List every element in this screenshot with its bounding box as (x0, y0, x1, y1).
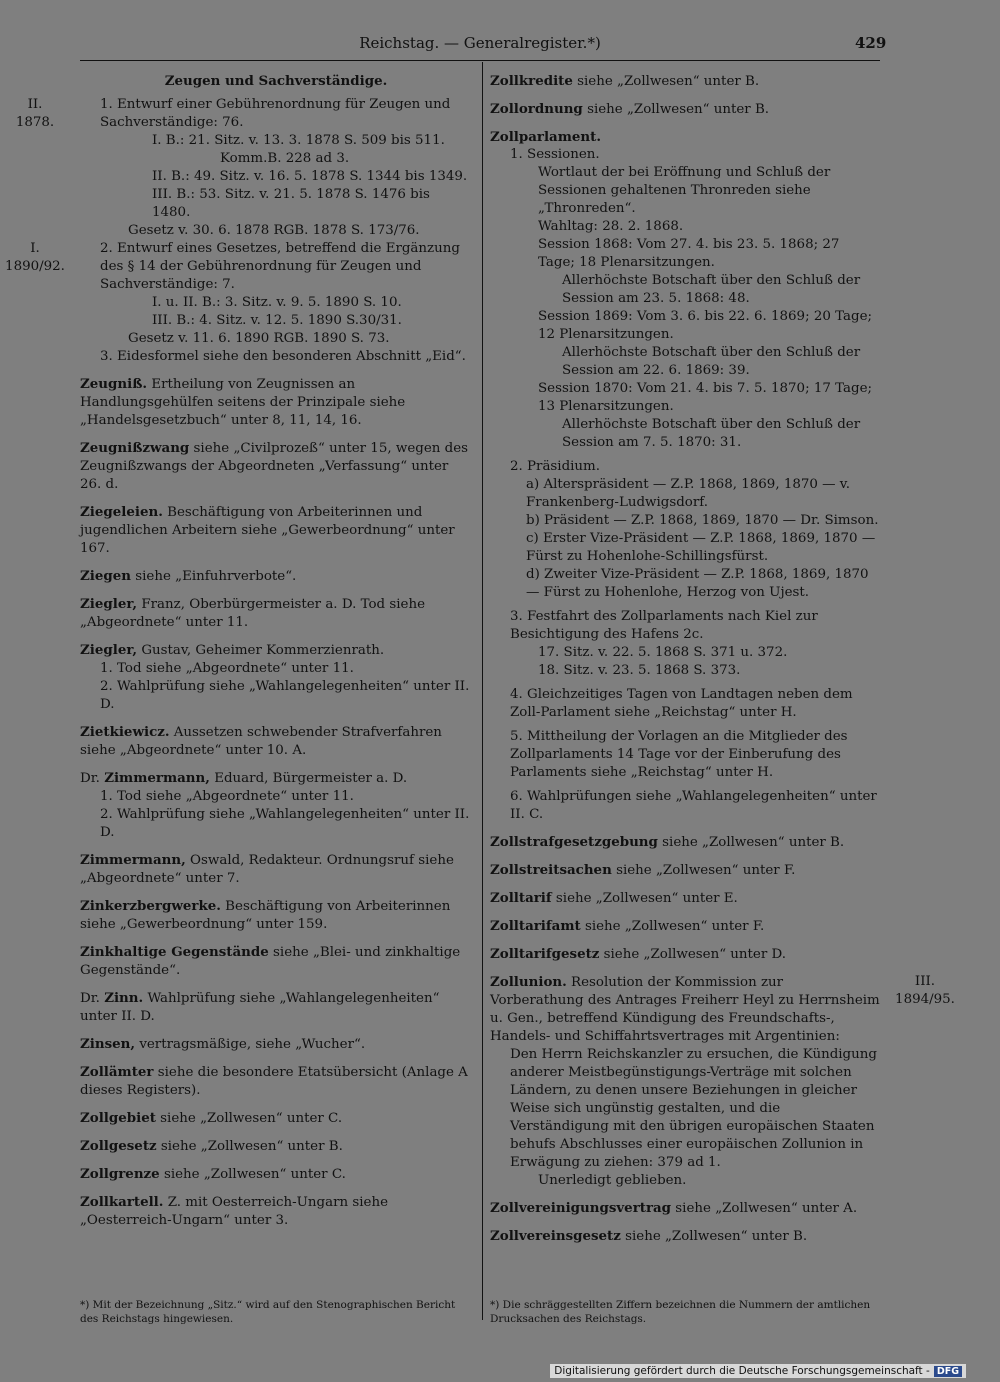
entry-line: 1. Entwurf einer Gebührenordnung für Zeugen und Sachverständige: 76. (100, 97, 451, 130)
entry-zeugen (5, 72, 472, 366)
entry-keyword: Zollvereinigungsvertrag (490, 1200, 672, 1216)
entry-keyword: Zollgesetz (80, 1138, 157, 1154)
entry-text: siehe „Zollwesen“ unter B. (620, 1229, 808, 1244)
entry-keyword: Zollstreitsachen (490, 862, 612, 878)
entry-text: siehe „Zollwesen“ unter F. (611, 863, 796, 878)
entry-line: III. B.: 53. Sitz. v. 21. 5. 1878 S. 1476 bis 1480. (152, 187, 430, 220)
entry-ziegler-gustav (80, 641, 472, 714)
entry-zollgebiet (80, 1109, 472, 1128)
entry-line: Den Herrn Reichskanzler zu ersuchen, die Kündigung anderer Meistbegünstigungs-Verträge mit solchen Ländern, zu denen unsere Beziehungen in gleicher Weise sich ungünstig gestalten, und die Verständigung mit den übrigen europäischen Staaten behufs Abschlusses einer europäischen Zollunion in Erwägung zu ziehen: 379 ad 1. (510, 1047, 877, 1170)
entry-keyword: Zollordnung (490, 101, 583, 117)
entry-zollgrenze (80, 1165, 472, 1184)
entry-keyword: Zinkhaltige Gegenstände (80, 944, 269, 960)
entry-line: Wahltag: 28. 2. 1868. (538, 219, 684, 234)
entry-line: 2. Wahlprüfung siehe „Wahlangelegenheiten“ unter II. D. (100, 679, 470, 712)
entry-keyword: Zimmermann, (104, 770, 210, 786)
entry-zollvereinsgesetz (490, 1227, 880, 1246)
entry-line: Komm.B. 228 ad 3. (220, 151, 350, 166)
entry-line: 1. Tod siehe „Abgeordnete“ unter 11. (100, 661, 354, 676)
entry-text: siehe „Zollwesen“ unter E. (551, 891, 738, 906)
dfg-logo: DFG (934, 1366, 962, 1377)
entry-zollgesetz (80, 1137, 472, 1156)
entry-line: Gesetz v. 30. 6. 1878 RGB. 1878 S. 173/76. (128, 223, 420, 238)
entry-zinkhaltige (80, 943, 472, 980)
footnote-left: *) Mit der Bezeichnung „Sitz.“ wird auf den Stenographischen Bericht des Reichstags hingewiesen. (80, 1299, 456, 1325)
footnote-right: *) Die schräggestellten Ziffern bezeichnen die Nummern der amtlichen Drucksachen des Reichstags. (490, 1299, 871, 1325)
entry-keyword: Zinsen, (80, 1036, 136, 1052)
entry-keyword: Zollstrafgesetzgebung (490, 834, 658, 850)
entry-line: Session 1868: Vom 27. 4. bis 23. 5. 1868; 27 Tage; 18 Plenarsitzungen. (538, 237, 840, 270)
entry-zollkredite (490, 72, 880, 91)
entry-line: 3. Festfahrt des Zollparlaments nach Kiel zur Besichtigung des Hafens 2c. (510, 609, 818, 642)
entry-keyword: Zollparlament. (490, 129, 602, 145)
entry-line: I. u. II. B.: 3. Sitz. v. 9. 5. 1890 S. 10. (152, 295, 402, 310)
entry-text: siehe die besondere Etatsübersicht (Anlage A dieses Registers). (80, 1065, 468, 1098)
entry-line: 17. Sitz. v. 22. 5. 1868 S. 371 u. 372. (538, 645, 788, 660)
entry-zollunion (490, 973, 955, 1190)
entry-zinsen (80, 1035, 472, 1054)
entry-keyword: Ziegen (80, 568, 131, 584)
entry-keyword: Ziegler, (80, 642, 138, 658)
entry-line: 18. Sitz. v. 23. 5. 1868 S. 373. (538, 663, 741, 678)
entry-line: 1. Tod siehe „Abgeordnete“ unter 11. (100, 789, 354, 804)
entry-ziegeleien (80, 503, 472, 558)
entry-line: III. B.: 4. Sitz. v. 12. 5. 1890 S.30/31. (152, 313, 402, 328)
left-column (5, 72, 472, 1239)
entry-keyword: Zinkerzbergwerke. (80, 898, 221, 914)
entry-keyword: Zeugniß. (80, 376, 148, 392)
entry-zollstrafgesetzgebung (490, 833, 880, 852)
entry-zeugniss (80, 375, 472, 430)
entry-zolltarif (490, 889, 880, 908)
page-number: 429 (855, 34, 887, 52)
entry-keyword: Zeugnißzwang (80, 440, 190, 456)
entry-text: Beschäftigung von Arbeiterinnen und jugendlichen Arbeitern siehe „Gewerbeordnung“ unter 167. (80, 505, 455, 556)
entry-text: Wahlprüfung siehe „Wahlangelegenheiten“ unter II. D. (80, 991, 440, 1024)
entry-text: siehe „Zollwesen“ unter D. (599, 947, 787, 962)
entry-text: Beschäftigung von Arbeiterinnen siehe „Gewerbeordnung“ unter 159. (80, 899, 451, 932)
entry-keyword: Zolltarif (490, 890, 552, 906)
entry-line: a) Alterspräsident — Z.P. 1868, 1869, 1870 — v. Frankenberg-Ludwigsdorf. (526, 477, 851, 510)
entry-text: Franz, Oberbürgermeister a. D. Tod siehe „Abgeordnete“ unter 11. (80, 597, 426, 630)
digitization-credit (550, 1364, 966, 1378)
entry-line: Allerhöchste Botschaft über den Schluß der Session am 23. 5. 1868: 48. (562, 273, 861, 306)
entry-zinn (80, 989, 472, 1026)
entry-zolltarifgesetz (490, 945, 880, 964)
entry-zollordnung (490, 100, 880, 119)
column-rule (482, 62, 483, 1320)
entry-line: Unerledigt geblieben. (538, 1173, 687, 1188)
entry-line: 3. Eidesformel siehe den besonderen Abschnitt „Eid“. (100, 349, 466, 364)
entry-zollstreitsachen (490, 861, 880, 880)
entry-keyword: Zollämter (80, 1064, 154, 1080)
entry-line: II. B.: 49. Sitz. v. 16. 5. 1878 S. 1344 bis 1349. (152, 169, 468, 184)
margin-note: III. 1894/95. (895, 974, 955, 1007)
entry-text: Ertheilung von Zeugnissen an Handlungsgehülfen seitens der Prinzipale siehe „Handelsgesetzbuch“ unter 8, 11, 14, 16. (80, 377, 406, 428)
entry-line: d) Zweiter Vize-Präsident — Z.P. 1868, 1869, 1870 — Fürst zu Hohenlohe, Herzog von Ujest. (526, 567, 869, 600)
entry-line: 5. Mittheilung der Vorlagen an die Mitglieder des Zollparlaments 14 Tage vor der Einberufung des Parlaments siehe „Reichstag“ unter H. (510, 729, 848, 780)
entry-text: Resolution der Kommission zur Vorberathung des Antrages Freiherr Heyl zu Herrnsheim u. Gen., betreffend Kündigung des Freundschafts-, Handels- und Schiffahrtsvertrages mit Argentinien: (490, 975, 880, 1044)
entry-keyword: Zimmermann, (80, 852, 186, 868)
entry-text: Gustav, Geheimer Kommerzienrath. (137, 643, 385, 658)
entry-line: 2. Entwurf eines Gesetzes, betreffend die Ergänzung des § 14 der Gebührenordnung für Zeugen und Sachverständige: 7. (100, 241, 460, 292)
margin-note: I. 1890/92. (5, 241, 65, 274)
entry-line: 2. Wahlprüfung siehe „Wahlangelegenheiten“ unter II. D. (100, 807, 470, 840)
entry-zollaemter (80, 1063, 472, 1100)
entry-zollparlament (490, 128, 880, 824)
entry-text: siehe „Zollwesen“ unter F. (580, 919, 765, 934)
entry-keyword: Zietkiewicz. (80, 724, 170, 740)
entry-heading: Zeugen und Sachverständige. (164, 73, 388, 89)
entry-keyword: Zollkredite (490, 73, 573, 89)
entry-zollvereinigungsvertrag (490, 1199, 880, 1218)
entry-zeugnisszwang (80, 439, 472, 494)
header-rule (80, 60, 880, 61)
entry-line: Allerhöchste Botschaft über den Schluß der Session am 7. 5. 1870: 31. (562, 417, 861, 450)
entry-ziegen (80, 567, 472, 586)
entry-zollkartell (80, 1193, 472, 1230)
entry-line: 1. Sessionen. (510, 147, 600, 162)
entry-text: Z. mit Oesterreich-Ungarn siehe „Oesterreich-Ungarn“ unter 3. (80, 1195, 389, 1228)
entry-line: Session 1870: Vom 21. 4. bis 7. 5. 1870; 17 Tage; 13 Plenarsitzungen. (538, 381, 873, 414)
entry-keyword: Zolltarifgesetz (490, 946, 600, 962)
entry-text: Oswald, Redakteur. Ordnungsruf siehe „Abgeordnete“ unter 7. (80, 853, 454, 886)
entry-text: siehe „Zollwesen“ unter C. (159, 1167, 346, 1182)
entry-line: 6. Wahlprüfungen siehe „Wahlangelegenheiten“ unter II. C. (510, 789, 877, 822)
entry-text: siehe „Blei- und zinkhaltige Gegenstände“. (80, 945, 461, 978)
entry-text: siehe „Civilprozeß“ unter 15, wegen des Zeugnißzwangs der Abgeordneten „Verfassung“ unter 26. d. (80, 441, 468, 492)
entry-line: 2. Präsidium. (510, 459, 601, 474)
entry-text: siehe „Zollwesen“ unter B. (156, 1139, 343, 1154)
entry-text: Eduard, Bürgermeister a. D. (209, 771, 408, 786)
running-title: Reichstag. — Generalregister.*) (359, 34, 601, 52)
entry-text: siehe „Zollwesen“ unter A. (671, 1201, 858, 1216)
entry-keyword: Zinn. (104, 990, 144, 1006)
entry-keyword: Zolltarifamt (490, 918, 581, 934)
entry-text: siehe „Zollwesen“ unter B. (582, 102, 770, 117)
entry-line: Session 1869: Vom 3. 6. bis 22. 6. 1869; 20 Tage; 12 Plenarsitzungen. (538, 309, 873, 342)
entry-text: vertragsmäßige, siehe „Wucher“. (135, 1037, 366, 1052)
entry-keyword: Zollgrenze (80, 1166, 160, 1182)
entry-prefix: Dr. (80, 771, 105, 786)
entry-line: c) Erster Vize-Präsident — Z.P. 1868, 1869, 1870 — Fürst zu Hohenlohe-Schillingsfürst. (526, 531, 876, 564)
entry-line: Gesetz v. 11. 6. 1890 RGB. 1890 S. 73. (128, 331, 390, 346)
entry-line: Allerhöchste Botschaft über den Schluß der Session am 22. 6. 1869: 39. (562, 345, 861, 378)
entry-text: siehe „Zollwesen“ unter C. (155, 1111, 343, 1126)
entry-keyword: Zollunion. (490, 974, 567, 990)
entry-line: 4. Gleichzeitiges Tagen von Landtagen neben dem Zoll-Parlament siehe „Reichstag“ unter H. (510, 687, 853, 720)
entry-zolltarifamt (490, 917, 880, 936)
entry-prefix: Dr. (80, 991, 105, 1006)
entry-keyword: Zollkartell. (80, 1194, 164, 1210)
entry-ziegler-franz (80, 595, 472, 632)
entry-zietkiewicz (80, 723, 472, 760)
credit-text: Digitalisierung gefördert durch die Deutsche Forschungsgemeinschaft - (554, 1365, 930, 1377)
right-column (490, 72, 955, 1255)
entry-keyword: Ziegler, (80, 596, 138, 612)
margin-note: II. 1878. (15, 97, 55, 130)
entry-keyword: Zollvereinsgesetz (490, 1228, 621, 1244)
entry-text: Aussetzen schwebender Strafverfahren siehe „Abgeordnete“ unter 10. A. (80, 725, 442, 758)
entry-keyword: Zollgebiet (80, 1110, 156, 1126)
entry-text: siehe „Zollwesen“ unter B. (657, 835, 845, 850)
entry-line: Wortlaut der bei Eröffnung und Schluß der Sessionen gehaltenen Thronreden siehe „Thronreden“. (538, 165, 831, 216)
entry-keyword: Ziegeleien. (80, 504, 163, 520)
entry-zinkerzbergwerke (80, 897, 472, 934)
entry-line: I. B.: 21. Sitz. v. 13. 3. 1878 S. 509 bis 511. (152, 133, 445, 148)
entry-text: siehe „Zollwesen“ unter B. (572, 74, 760, 89)
entry-line: b) Präsident — Z.P. 1868, 1869, 1870 — Dr. Simson. (526, 513, 879, 528)
entry-text: siehe „Einfuhrverbote“. (131, 569, 297, 584)
entry-zimmermann-oswald (80, 851, 472, 888)
entry-zimmermann-eduard (80, 769, 472, 842)
